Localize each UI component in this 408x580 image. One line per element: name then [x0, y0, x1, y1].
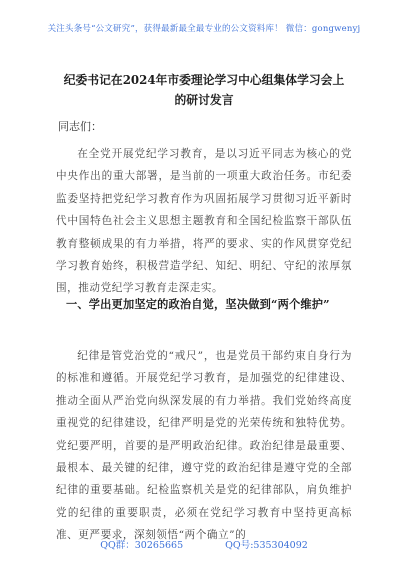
header-banner: 关注头条号“公文研究”，获得最新最全最专业的公文资料库！ 微信：gongwenyj	[47, 24, 361, 34]
footer-contact	[0, 537, 408, 551]
document-title: 纪委书记在2024年市委理论学习中心组集体学习会上的研讨发言	[63, 73, 345, 107]
salutation: 同志们：	[58, 120, 102, 133]
footer-qq-group: QQ群：30265665	[100, 540, 184, 551]
section-heading: 一、学出更加坚定的政治自觉，坚决做到“两个维护”	[66, 297, 330, 311]
footer-qq-number: QQ号:535304092	[225, 540, 308, 551]
body-paragraph: 纪律是管党治党的“戒尺”，也是党员干部约束自身行为的标准和遵循。开展党纪学习教育，是加强党的纪律建设、推动全面从严治党向纵深发展的有力举措。我们党始终高度重视党的纪律建设，纪律严明是党的光荣传统和独特优势。党纪要严明，首要的是严明政治纪律。政治纪律是最重要、最根本、最关键的纪律，遵守党的政治纪律是遵守党的全部纪律的重要基础。纪检监察机关是党的纪律部队，肩负维护党的纪律的重要职责，必须在党纪学习教育中坚持更高标准、更严要求，深刻领悟“两个确立”的	[56, 350, 352, 542]
body-paragraph: 在全党开展党纪学习教育，是以习近平同志为核心的党中央作出的重大部署，是当前的一项重大政治任务。市纪委监委坚持把党纪学习教育作为巩固拓展学习贯彻习近平新时代中国特色社会主义思想主题教育和全国纪检监察干部队伍教育整顿成果的有力举措，将严的要求、实的作风贯穿党纪学习教育始终，积极营造学纪、知纪、明纪、守纪的浓厚氛围，推动党纪学习教育走深走实。	[56, 148, 352, 295]
